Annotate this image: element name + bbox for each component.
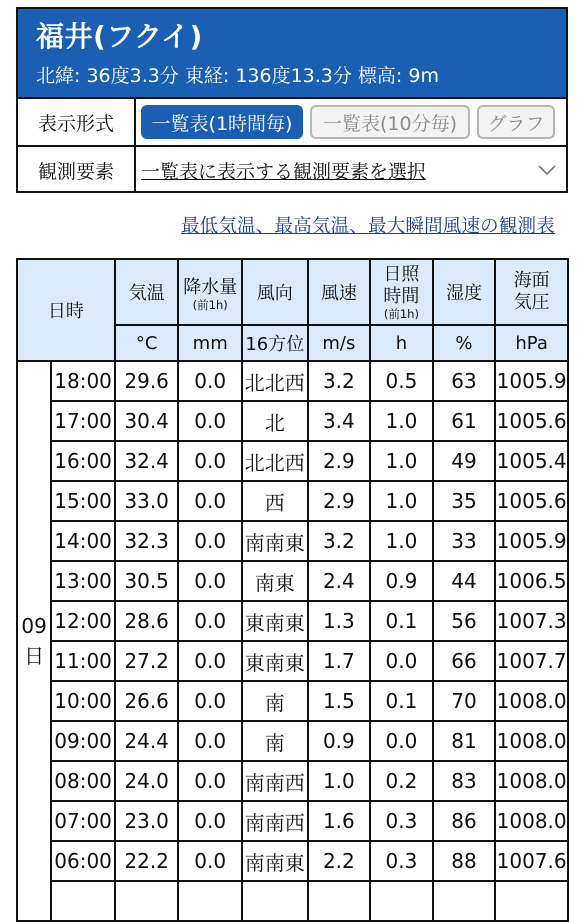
temp-cell: 32.3 — [115, 521, 179, 561]
unit-temp: °C — [115, 325, 179, 361]
chevron-down-icon[interactable] — [528, 165, 566, 175]
precip-cell: 0.0 — [178, 601, 242, 641]
header-pressure-line1: 海面 — [513, 270, 550, 291]
wind-dir-cell: 南東 — [242, 561, 308, 601]
obs-elements-row — [18, 145, 566, 193]
display-format-options — [136, 99, 566, 145]
table-row — [17, 481, 568, 521]
unit-wind-speed: m/s — [308, 325, 371, 361]
header-sunshine-line2: 時間 — [383, 285, 420, 307]
header-precip-note: (前1h) — [192, 297, 228, 312]
table-row — [17, 641, 568, 681]
wind-speed-cell: 3.2 — [308, 521, 371, 561]
date-day-suffix: 日 — [24, 644, 45, 668]
empty-cell — [495, 881, 568, 921]
header-wind-dir: 風向 — [242, 259, 308, 325]
time-cell: 07:00 — [51, 801, 115, 841]
header-temp: 気温 — [115, 259, 179, 325]
time-cell: 18:00 — [51, 361, 115, 401]
precip-cell: 0.0 — [178, 721, 242, 761]
sunshine-cell: 1.0 — [370, 401, 433, 441]
wind-speed-cell: 2.9 — [308, 481, 371, 521]
temp-cell: 30.4 — [115, 401, 179, 441]
unit-sunshine: h — [370, 325, 433, 361]
empty-cell — [370, 881, 433, 921]
wind-speed-cell: 0.9 — [308, 721, 371, 761]
header-precip — [178, 259, 242, 325]
time-cell: 17:00 — [51, 401, 115, 441]
sunshine-cell: 0.3 — [370, 841, 433, 881]
header-pressure-line2: 気圧 — [513, 292, 550, 313]
unit-humidity: % — [433, 325, 496, 361]
humidity-cell: 35 — [433, 481, 496, 521]
wind-dir-cell: 南南西 — [242, 801, 308, 841]
sunshine-cell: 0.0 — [370, 641, 433, 681]
pressure-cell: 1005.4 — [495, 441, 568, 481]
humidity-cell: 33 — [433, 521, 496, 561]
date-day-number: 09 — [21, 614, 47, 638]
header-wind-speed: 風速 — [308, 259, 371, 325]
table-row — [17, 721, 568, 761]
temp-cell: 29.6 — [115, 361, 179, 401]
pressure-cell: 1005.6 — [495, 481, 568, 521]
pressure-cell: 1008.0 — [495, 761, 568, 801]
empty-cell — [433, 881, 496, 921]
max-min-observations-link[interactable]: 最低気温、最高気温、最大瞬間風速の観測表 — [180, 216, 555, 237]
unit-precip: mm — [178, 325, 242, 361]
wind-dir-cell: 南南東 — [242, 521, 308, 561]
wind-speed-cell: 1.7 — [308, 641, 371, 681]
time-cell: 06:00 — [51, 841, 115, 881]
table-row — [17, 601, 568, 641]
precip-cell: 0.0 — [178, 761, 242, 801]
humidity-cell: 81 — [433, 721, 496, 761]
wind-dir-cell: 東南東 — [242, 601, 308, 641]
pressure-cell: 1008.0 — [495, 681, 568, 721]
header-sunshine-note: (前1h) — [383, 306, 419, 321]
temp-cell: 22.2 — [115, 841, 179, 881]
wind-dir-cell: 南 — [242, 721, 308, 761]
header-pressure — [495, 259, 568, 325]
temp-cell: 24.0 — [115, 761, 179, 801]
wind-speed-cell: 3.4 — [308, 401, 371, 441]
pressure-cell: 1005.6 — [495, 401, 568, 441]
humidity-cell: 44 — [433, 561, 496, 601]
wind-speed-cell: 2.9 — [308, 441, 371, 481]
wind-speed-cell: 3.2 — [308, 361, 371, 401]
precip-cell: 0.0 — [178, 841, 242, 881]
wind-dir-cell: 南南東 — [242, 841, 308, 881]
graph-button[interactable]: グラフ — [477, 105, 555, 139]
table-row — [17, 681, 568, 721]
sunshine-cell: 0.1 — [370, 601, 433, 641]
time-cell: 13:00 — [51, 561, 115, 601]
wind-speed-cell: 1.0 — [308, 761, 371, 801]
temp-cell: 26.6 — [115, 681, 179, 721]
header-sunshine — [370, 259, 433, 325]
empty-cell — [51, 881, 115, 921]
sunshine-cell: 0.1 — [370, 681, 433, 721]
pressure-cell: 1008.0 — [495, 801, 568, 841]
precip-cell: 0.0 — [178, 441, 242, 481]
pressure-cell: 1006.5 — [495, 561, 568, 601]
header-precip-label: 降水量 — [183, 276, 238, 298]
sunshine-cell: 1.0 — [370, 441, 433, 481]
obs-elements-select-text[interactable]: 一覧表に表示する観測要素を選択 — [141, 160, 427, 183]
sunshine-cell: 1.0 — [370, 481, 433, 521]
wind-dir-cell: 南 — [242, 681, 308, 721]
table-row — [17, 761, 568, 801]
wind-speed-cell: 2.2 — [308, 841, 371, 881]
time-cell: 09:00 — [51, 721, 115, 761]
station-coordinates: 北緯: 36度3.3分 東経: 136度13.3分 標高: 9m — [36, 65, 439, 87]
precip-cell: 0.0 — [178, 401, 242, 441]
time-cell: 11:00 — [51, 641, 115, 681]
time-cell: 10:00 — [51, 681, 115, 721]
display-format-label: 表示形式 — [18, 99, 136, 145]
table-row — [17, 801, 568, 841]
temp-cell: 23.0 — [115, 801, 179, 841]
precip-cell: 0.0 — [178, 681, 242, 721]
sunshine-cell: 0.2 — [370, 761, 433, 801]
precip-cell: 0.0 — [178, 361, 242, 401]
wind-dir-cell: 北北西 — [242, 361, 308, 401]
pressure-cell: 1007.6 — [495, 841, 568, 881]
pressure-cell: 1005.9 — [495, 521, 568, 561]
sunshine-cell: 0.3 — [370, 801, 433, 841]
humidity-cell: 61 — [433, 401, 496, 441]
temp-cell: 27.2 — [115, 641, 179, 681]
ten-minute-table-button[interactable]: 一覧表(10分毎) — [310, 105, 470, 139]
sunshine-cell: 0.5 — [370, 361, 433, 401]
wind-dir-cell: 南南西 — [242, 761, 308, 801]
precip-cell: 0.0 — [178, 481, 242, 521]
observation-rows — [17, 361, 568, 921]
obs-elements-label: 観測要素 — [18, 147, 136, 193]
empty-cell — [115, 881, 179, 921]
time-cell: 14:00 — [51, 521, 115, 561]
temp-cell: 32.4 — [115, 441, 179, 481]
sunshine-cell: 1.0 — [370, 521, 433, 561]
wind-dir-cell: 東南東 — [242, 641, 308, 681]
precip-cell: 0.0 — [178, 801, 242, 841]
header-datetime: 日時 — [17, 259, 115, 361]
precip-cell: 0.0 — [178, 521, 242, 561]
humidity-cell: 56 — [433, 601, 496, 641]
hourly-table-button[interactable]: 一覧表(1時間毎) — [141, 105, 303, 139]
table-row — [17, 561, 568, 601]
pressure-cell: 1007.7 — [495, 641, 568, 681]
sunshine-cell: 0.0 — [370, 721, 433, 761]
pressure-cell: 1005.9 — [495, 361, 568, 401]
wind-speed-cell: 2.4 — [308, 561, 371, 601]
empty-cell — [308, 881, 371, 921]
humidity-cell: 83 — [433, 761, 496, 801]
table-row — [17, 401, 568, 441]
humidity-cell: 70 — [433, 681, 496, 721]
empty-cell — [178, 881, 242, 921]
station-name: 福井(フクイ) — [36, 20, 203, 53]
time-cell: 16:00 — [51, 441, 115, 481]
humidity-cell: 49 — [433, 441, 496, 481]
time-cell: 12:00 — [51, 601, 115, 641]
temp-cell: 24.4 — [115, 721, 179, 761]
humidity-cell: 86 — [433, 801, 496, 841]
temp-cell: 30.5 — [115, 561, 179, 601]
humidity-cell: 63 — [433, 361, 496, 401]
obs-elements-select[interactable] — [136, 147, 566, 193]
wind-speed-cell: 1.6 — [308, 801, 371, 841]
humidity-cell: 88 — [433, 841, 496, 881]
header-sunshine-line1: 日照 — [383, 263, 420, 285]
time-cell: 08:00 — [51, 761, 115, 801]
time-cell: 15:00 — [51, 481, 115, 521]
table-row-partial — [17, 881, 568, 921]
pressure-cell: 1008.0 — [495, 721, 568, 761]
table-row — [17, 521, 568, 561]
wind-speed-cell: 1.5 — [308, 681, 371, 721]
table-row — [17, 841, 568, 881]
table-row — [17, 361, 568, 401]
table-row — [17, 441, 568, 481]
wind-dir-cell: 北 — [242, 401, 308, 441]
display-format-row — [18, 97, 566, 145]
station-info-box — [16, 7, 568, 193]
observation-table — [16, 258, 569, 922]
precip-cell: 0.0 — [178, 561, 242, 601]
date-cell — [17, 361, 51, 921]
temp-cell: 28.6 — [115, 601, 179, 641]
header-humidity: 湿度 — [433, 259, 496, 325]
pressure-cell: 1007.3 — [495, 601, 568, 641]
wind-dir-cell: 北北西 — [242, 441, 308, 481]
wind-dir-cell: 西 — [242, 481, 308, 521]
station-header — [18, 9, 566, 97]
empty-cell — [242, 881, 308, 921]
precip-cell: 0.0 — [178, 641, 242, 681]
unit-pressure: hPa — [495, 325, 568, 361]
temp-cell: 33.0 — [115, 481, 179, 521]
humidity-cell: 66 — [433, 641, 496, 681]
wind-speed-cell: 1.3 — [308, 601, 371, 641]
unit-wind-dir: 16方位 — [242, 325, 308, 361]
sunshine-cell: 0.9 — [370, 561, 433, 601]
